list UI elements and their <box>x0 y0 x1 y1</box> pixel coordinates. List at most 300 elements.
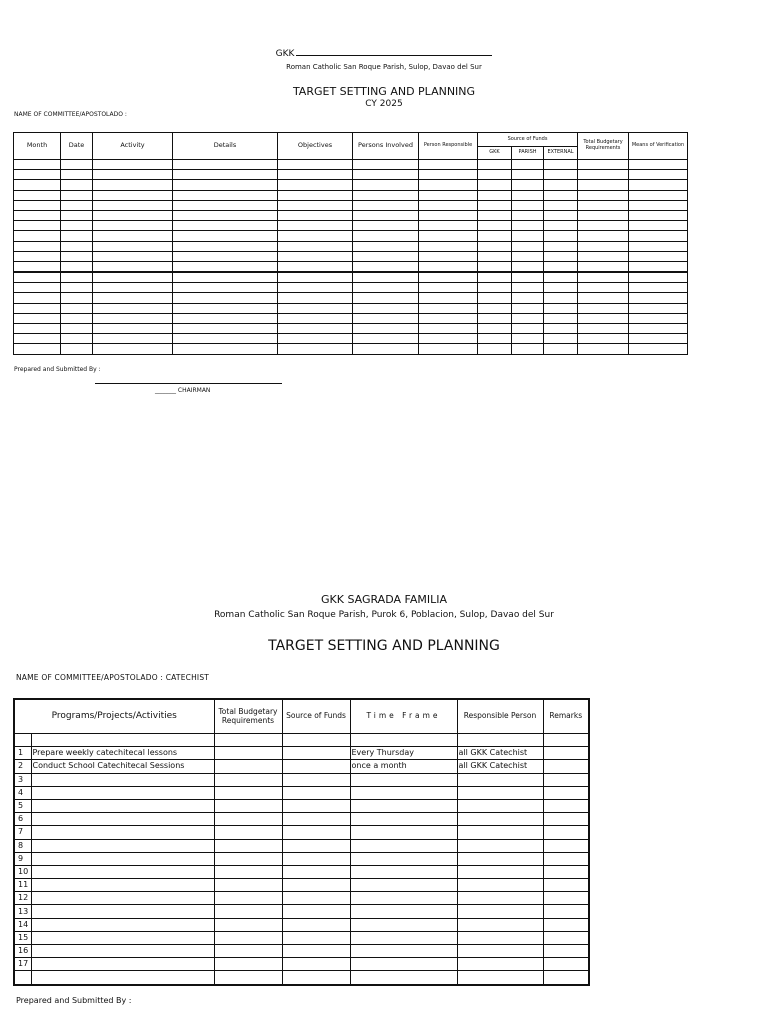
table-cell[interactable] <box>93 334 173 344</box>
responsible-cell[interactable] <box>457 839 543 852</box>
table-cell[interactable] <box>544 272 578 283</box>
table-cell[interactable] <box>478 241 512 251</box>
table-cell[interactable] <box>61 293 93 303</box>
table-cell[interactable] <box>419 221 478 231</box>
responsible-cell[interactable] <box>457 971 543 985</box>
table-cell[interactable] <box>353 210 419 220</box>
table-cell[interactable] <box>278 170 353 180</box>
table-cell[interactable] <box>278 334 353 344</box>
table-cell[interactable] <box>173 334 278 344</box>
table-cell[interactable] <box>353 200 419 210</box>
top-gkk-name-blank[interactable] <box>296 46 492 56</box>
table-cell[interactable] <box>419 160 478 170</box>
table-cell[interactable] <box>93 231 173 241</box>
table-cell[interactable] <box>419 231 478 241</box>
top-signature-line[interactable] <box>95 383 282 384</box>
table-cell[interactable] <box>14 324 61 334</box>
source-cell[interactable] <box>282 892 350 905</box>
budget-cell[interactable] <box>214 839 282 852</box>
table-cell[interactable] <box>512 313 544 323</box>
time-frame-cell[interactable]: Every Thursday <box>350 747 457 760</box>
table-cell[interactable] <box>419 293 478 303</box>
table-cell[interactable] <box>419 283 478 293</box>
time-frame-cell[interactable] <box>350 773 457 786</box>
table-cell[interactable] <box>278 241 353 251</box>
table-cell[interactable] <box>278 324 353 334</box>
responsible-cell[interactable] <box>457 958 543 971</box>
time-frame-cell[interactable] <box>350 799 457 812</box>
budget-cell[interactable] <box>214 826 282 839</box>
time-frame-cell[interactable] <box>350 905 457 918</box>
remarks-cell[interactable] <box>543 971 589 985</box>
table-cell[interactable] <box>544 324 578 334</box>
table-cell[interactable] <box>93 160 173 170</box>
table-cell[interactable] <box>173 200 278 210</box>
table-cell[interactable] <box>629 293 688 303</box>
activity-cell[interactable] <box>31 839 214 852</box>
responsible-cell[interactable] <box>457 799 543 812</box>
table-cell[interactable] <box>278 303 353 313</box>
remarks-cell[interactable] <box>543 958 589 971</box>
table-cell[interactable] <box>61 261 93 272</box>
table-cell[interactable] <box>61 210 93 220</box>
table-cell[interactable] <box>93 324 173 334</box>
table-cell[interactable] <box>544 231 578 241</box>
table-cell[interactable] <box>14 283 61 293</box>
table-cell[interactable] <box>419 272 478 283</box>
activity-cell[interactable]: Prepare weekly catechitecal lessons <box>31 747 214 760</box>
table-cell[interactable] <box>478 251 512 261</box>
source-cell[interactable] <box>282 734 350 747</box>
time-frame-cell[interactable] <box>350 892 457 905</box>
responsible-cell[interactable] <box>457 773 543 786</box>
table-cell[interactable] <box>14 170 61 180</box>
table-cell[interactable] <box>478 210 512 220</box>
table-cell[interactable] <box>478 303 512 313</box>
table-cell[interactable] <box>544 261 578 272</box>
table-cell[interactable] <box>173 261 278 272</box>
time-frame-cell[interactable]: once a month <box>350 760 457 773</box>
table-cell[interactable] <box>478 324 512 334</box>
table-cell[interactable] <box>14 231 61 241</box>
table-cell[interactable] <box>512 221 544 231</box>
table-cell[interactable] <box>14 251 61 261</box>
table-cell[interactable] <box>173 241 278 251</box>
table-cell[interactable] <box>173 180 278 190</box>
table-cell[interactable] <box>353 272 419 283</box>
table-cell[interactable] <box>629 231 688 241</box>
source-cell[interactable] <box>282 931 350 944</box>
remarks-cell[interactable] <box>543 931 589 944</box>
table-cell[interactable] <box>544 241 578 251</box>
source-cell[interactable] <box>282 971 350 985</box>
table-cell[interactable] <box>512 261 544 272</box>
budget-cell[interactable] <box>214 786 282 799</box>
table-cell[interactable] <box>419 261 478 272</box>
responsible-cell[interactable]: all GKK Catechist <box>457 747 543 760</box>
time-frame-cell[interactable] <box>350 813 457 826</box>
activity-cell[interactable] <box>31 971 214 985</box>
table-cell[interactable] <box>544 180 578 190</box>
remarks-cell[interactable] <box>543 734 589 747</box>
remarks-cell[interactable] <box>543 905 589 918</box>
table-cell[interactable] <box>353 251 419 261</box>
table-cell[interactable] <box>173 231 278 241</box>
source-cell[interactable] <box>282 826 350 839</box>
table-cell[interactable] <box>419 313 478 323</box>
responsible-cell[interactable] <box>457 734 543 747</box>
table-cell[interactable] <box>419 180 478 190</box>
table-cell[interactable] <box>278 190 353 200</box>
remarks-cell[interactable] <box>543 773 589 786</box>
table-cell[interactable] <box>61 231 93 241</box>
table-cell[interactable] <box>478 293 512 303</box>
table-cell[interactable] <box>353 241 419 251</box>
table-cell[interactable] <box>512 324 544 334</box>
table-cell[interactable] <box>14 210 61 220</box>
table-cell[interactable] <box>629 313 688 323</box>
table-cell[interactable] <box>578 221 629 231</box>
table-cell[interactable] <box>61 272 93 283</box>
table-cell[interactable] <box>173 160 278 170</box>
table-cell[interactable] <box>544 303 578 313</box>
table-cell[interactable] <box>578 180 629 190</box>
activity-cell[interactable] <box>31 931 214 944</box>
source-cell[interactable] <box>282 760 350 773</box>
table-cell[interactable] <box>512 272 544 283</box>
remarks-cell[interactable] <box>543 945 589 958</box>
table-cell[interactable] <box>14 344 61 354</box>
table-cell[interactable] <box>629 221 688 231</box>
table-cell[interactable] <box>544 200 578 210</box>
table-cell[interactable] <box>478 180 512 190</box>
table-cell[interactable] <box>353 303 419 313</box>
table-cell[interactable] <box>419 324 478 334</box>
table-cell[interactable] <box>353 221 419 231</box>
table-cell[interactable] <box>61 221 93 231</box>
activity-cell[interactable] <box>31 773 214 786</box>
table-cell[interactable] <box>14 241 61 251</box>
table-cell[interactable] <box>629 251 688 261</box>
table-cell[interactable] <box>93 293 173 303</box>
responsible-cell[interactable] <box>457 813 543 826</box>
table-cell[interactable] <box>93 200 173 210</box>
budget-cell[interactable] <box>214 945 282 958</box>
table-cell[interactable] <box>353 293 419 303</box>
activity-cell[interactable] <box>31 786 214 799</box>
remarks-cell[interactable] <box>543 918 589 931</box>
source-cell[interactable] <box>282 799 350 812</box>
table-cell[interactable] <box>353 160 419 170</box>
time-frame-cell[interactable] <box>350 918 457 931</box>
table-cell[interactable] <box>353 261 419 272</box>
table-cell[interactable] <box>14 190 61 200</box>
budget-cell[interactable] <box>214 892 282 905</box>
table-cell[interactable] <box>278 313 353 323</box>
table-cell[interactable] <box>478 200 512 210</box>
table-cell[interactable] <box>353 180 419 190</box>
source-cell[interactable] <box>282 879 350 892</box>
table-cell[interactable] <box>93 180 173 190</box>
table-cell[interactable] <box>512 190 544 200</box>
table-cell[interactable] <box>61 190 93 200</box>
responsible-cell[interactable] <box>457 865 543 878</box>
time-frame-cell[interactable] <box>350 734 457 747</box>
table-cell[interactable] <box>419 241 478 251</box>
table-cell[interactable] <box>93 283 173 293</box>
table-cell[interactable] <box>173 190 278 200</box>
table-cell[interactable] <box>512 170 544 180</box>
time-frame-cell[interactable] <box>350 826 457 839</box>
table-cell[interactable] <box>14 293 61 303</box>
source-cell[interactable] <box>282 747 350 760</box>
table-cell[interactable] <box>173 344 278 354</box>
table-cell[interactable] <box>629 334 688 344</box>
table-cell[interactable] <box>61 170 93 180</box>
table-cell[interactable] <box>578 261 629 272</box>
table-cell[interactable] <box>14 160 61 170</box>
budget-cell[interactable] <box>214 852 282 865</box>
table-cell[interactable] <box>173 303 278 313</box>
activity-cell[interactable] <box>31 865 214 878</box>
table-cell[interactable] <box>512 241 544 251</box>
table-cell[interactable] <box>278 251 353 261</box>
time-frame-cell[interactable] <box>350 931 457 944</box>
table-cell[interactable] <box>173 210 278 220</box>
table-cell[interactable] <box>512 231 544 241</box>
table-cell[interactable] <box>173 313 278 323</box>
table-cell[interactable] <box>512 293 544 303</box>
table-cell[interactable] <box>278 293 353 303</box>
activity-cell[interactable] <box>31 813 214 826</box>
responsible-cell[interactable] <box>457 945 543 958</box>
table-cell[interactable] <box>278 180 353 190</box>
table-cell[interactable] <box>544 221 578 231</box>
responsible-cell[interactable] <box>457 905 543 918</box>
source-cell[interactable] <box>282 918 350 931</box>
table-cell[interactable] <box>61 241 93 251</box>
table-cell[interactable] <box>419 334 478 344</box>
remarks-cell[interactable] <box>543 826 589 839</box>
table-cell[interactable] <box>578 293 629 303</box>
table-cell[interactable] <box>512 334 544 344</box>
table-cell[interactable] <box>419 303 478 313</box>
remarks-cell[interactable] <box>543 852 589 865</box>
time-frame-cell[interactable] <box>350 839 457 852</box>
table-cell[interactable] <box>578 241 629 251</box>
table-cell[interactable] <box>93 272 173 283</box>
table-cell[interactable] <box>14 200 61 210</box>
table-cell[interactable] <box>578 324 629 334</box>
source-cell[interactable] <box>282 958 350 971</box>
table-cell[interactable] <box>512 210 544 220</box>
table-cell[interactable] <box>629 160 688 170</box>
table-cell[interactable] <box>14 334 61 344</box>
remarks-cell[interactable] <box>543 892 589 905</box>
table-cell[interactable] <box>14 272 61 283</box>
remarks-cell[interactable] <box>543 839 589 852</box>
table-cell[interactable] <box>544 293 578 303</box>
table-cell[interactable] <box>578 344 629 354</box>
table-cell[interactable] <box>544 160 578 170</box>
table-cell[interactable] <box>93 241 173 251</box>
table-cell[interactable] <box>353 283 419 293</box>
table-cell[interactable] <box>173 283 278 293</box>
time-frame-cell[interactable] <box>350 879 457 892</box>
activity-cell[interactable] <box>31 892 214 905</box>
time-frame-cell[interactable] <box>350 945 457 958</box>
table-cell[interactable] <box>278 272 353 283</box>
table-cell[interactable] <box>478 313 512 323</box>
responsible-cell[interactable] <box>457 918 543 931</box>
table-cell[interactable] <box>578 210 629 220</box>
table-cell[interactable] <box>544 283 578 293</box>
budget-cell[interactable] <box>214 799 282 812</box>
table-cell[interactable] <box>93 344 173 354</box>
table-cell[interactable] <box>629 190 688 200</box>
responsible-cell[interactable] <box>457 931 543 944</box>
table-cell[interactable] <box>278 221 353 231</box>
remarks-cell[interactable] <box>543 747 589 760</box>
table-cell[interactable] <box>93 190 173 200</box>
table-cell[interactable] <box>512 344 544 354</box>
remarks-cell[interactable] <box>543 865 589 878</box>
table-cell[interactable] <box>629 283 688 293</box>
table-cell[interactable] <box>544 251 578 261</box>
table-cell[interactable] <box>629 261 688 272</box>
source-cell[interactable] <box>282 839 350 852</box>
table-cell[interactable] <box>278 261 353 272</box>
table-cell[interactable] <box>578 283 629 293</box>
budget-cell[interactable] <box>214 747 282 760</box>
source-cell[interactable] <box>282 852 350 865</box>
activity-cell[interactable] <box>31 826 214 839</box>
activity-cell[interactable] <box>31 852 214 865</box>
table-cell[interactable] <box>14 180 61 190</box>
table-cell[interactable] <box>544 344 578 354</box>
table-cell[interactable] <box>544 313 578 323</box>
table-cell[interactable] <box>173 293 278 303</box>
table-cell[interactable] <box>478 231 512 241</box>
budget-cell[interactable] <box>214 760 282 773</box>
table-cell[interactable] <box>14 303 61 313</box>
responsible-cell[interactable] <box>457 852 543 865</box>
table-cell[interactable] <box>61 180 93 190</box>
table-cell[interactable] <box>478 283 512 293</box>
budget-cell[interactable] <box>214 734 282 747</box>
budget-cell[interactable] <box>214 931 282 944</box>
table-cell[interactable] <box>512 251 544 261</box>
table-cell[interactable] <box>478 261 512 272</box>
table-cell[interactable] <box>278 283 353 293</box>
responsible-cell[interactable] <box>457 879 543 892</box>
table-cell[interactable] <box>93 303 173 313</box>
table-cell[interactable] <box>478 190 512 200</box>
budget-cell[interactable] <box>214 865 282 878</box>
responsible-cell[interactable] <box>457 826 543 839</box>
table-cell[interactable] <box>353 170 419 180</box>
table-cell[interactable] <box>629 210 688 220</box>
table-cell[interactable] <box>419 200 478 210</box>
table-cell[interactable] <box>629 200 688 210</box>
table-cell[interactable] <box>353 231 419 241</box>
source-cell[interactable] <box>282 865 350 878</box>
budget-cell[interactable] <box>214 773 282 786</box>
table-cell[interactable] <box>512 160 544 170</box>
table-cell[interactable] <box>629 180 688 190</box>
table-cell[interactable] <box>61 303 93 313</box>
table-cell[interactable] <box>61 334 93 344</box>
table-cell[interactable] <box>173 170 278 180</box>
table-cell[interactable] <box>61 344 93 354</box>
source-cell[interactable] <box>282 786 350 799</box>
source-cell[interactable] <box>282 773 350 786</box>
table-cell[interactable] <box>353 190 419 200</box>
table-cell[interactable] <box>512 303 544 313</box>
table-cell[interactable] <box>512 200 544 210</box>
time-frame-cell[interactable] <box>350 958 457 971</box>
budget-cell[interactable] <box>214 813 282 826</box>
table-cell[interactable] <box>173 272 278 283</box>
table-cell[interactable] <box>61 313 93 323</box>
table-cell[interactable] <box>629 241 688 251</box>
table-cell[interactable] <box>173 221 278 231</box>
table-cell[interactable] <box>93 313 173 323</box>
table-cell[interactable] <box>61 283 93 293</box>
table-cell[interactable] <box>512 283 544 293</box>
table-cell[interactable] <box>478 334 512 344</box>
table-cell[interactable] <box>14 313 61 323</box>
remarks-cell[interactable] <box>543 813 589 826</box>
activity-cell[interactable] <box>31 958 214 971</box>
activity-cell[interactable] <box>31 799 214 812</box>
table-cell[interactable] <box>512 180 544 190</box>
table-cell[interactable] <box>93 210 173 220</box>
table-cell[interactable] <box>478 272 512 283</box>
budget-cell[interactable] <box>214 918 282 931</box>
table-cell[interactable] <box>14 221 61 231</box>
remarks-cell[interactable] <box>543 799 589 812</box>
table-cell[interactable] <box>578 170 629 180</box>
responsible-cell[interactable]: all GKK Catechist <box>457 760 543 773</box>
table-cell[interactable] <box>629 303 688 313</box>
table-cell[interactable] <box>93 221 173 231</box>
table-cell[interactable] <box>278 231 353 241</box>
time-frame-cell[interactable] <box>350 971 457 985</box>
table-cell[interactable] <box>419 251 478 261</box>
table-cell[interactable] <box>278 344 353 354</box>
table-cell[interactable] <box>419 344 478 354</box>
remarks-cell[interactable] <box>543 879 589 892</box>
table-cell[interactable] <box>629 324 688 334</box>
responsible-cell[interactable] <box>457 786 543 799</box>
activity-cell[interactable] <box>31 918 214 931</box>
table-cell[interactable] <box>578 334 629 344</box>
activity-cell[interactable] <box>31 879 214 892</box>
table-cell[interactable] <box>629 170 688 180</box>
table-cell[interactable] <box>93 251 173 261</box>
table-cell[interactable] <box>544 210 578 220</box>
table-cell[interactable] <box>353 324 419 334</box>
budget-cell[interactable] <box>214 971 282 985</box>
table-cell[interactable] <box>578 231 629 241</box>
table-cell[interactable] <box>578 160 629 170</box>
time-frame-cell[interactable] <box>350 865 457 878</box>
activity-cell[interactable]: Conduct School Catechitecal Sessions <box>31 760 214 773</box>
table-cell[interactable] <box>578 200 629 210</box>
source-cell[interactable] <box>282 813 350 826</box>
table-cell[interactable] <box>93 170 173 180</box>
